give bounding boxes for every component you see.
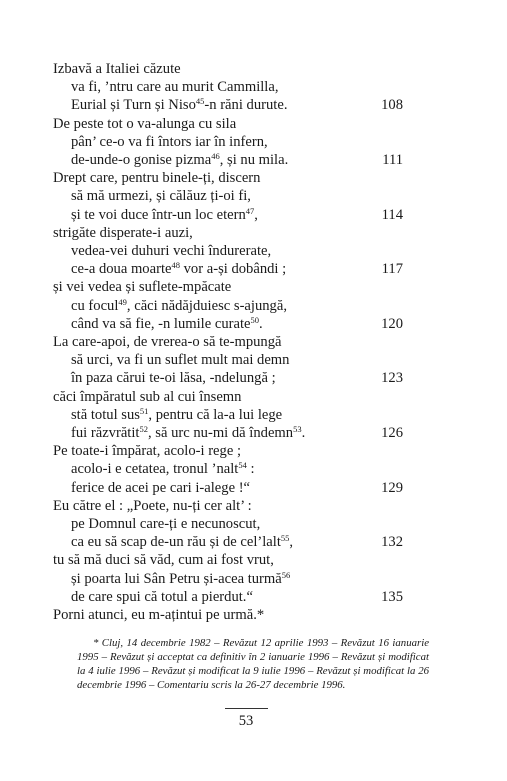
line-number: 135: [381, 588, 403, 605]
verse-line: [71, 78, 278, 96]
verse-text: La care-apoi, de vrerea-o să te-mpungă: [53, 334, 282, 350]
footnote-ref: 53: [293, 424, 302, 434]
verse-line: [53, 60, 181, 78]
verse-text: să urci, va fi un suflet mult mai demn: [71, 352, 290, 369]
footnote-ref: 46: [211, 151, 220, 161]
line-number: 111: [382, 152, 403, 168]
verse-line: [71, 406, 282, 424]
verse-line: [71, 206, 258, 224]
verse-text: .: [259, 315, 263, 332]
verse-text: pe Domnul care-ți e necunoscut,: [71, 516, 261, 532]
verse-line: [71, 369, 276, 387]
verse-text: căci împăratul sub al cui însemn: [53, 388, 242, 405]
verse-text: pân’ ce-o va fi întors iar în infern,: [71, 133, 268, 150]
page-number: 53: [238, 713, 254, 729]
footnote-ref: 48: [171, 260, 180, 271]
footnote-ref: 54: [238, 460, 247, 471]
verse-text: cu focul: [71, 297, 119, 314]
verse-line: [71, 133, 268, 151]
verse-text: , să urc nu-mi dă îndemn: [147, 425, 294, 441]
verse-text: stă totul sus: [71, 406, 140, 423]
verse-line: [53, 278, 231, 296]
verse-text: vedea-vei duhuri vechi îndurerate,: [71, 243, 272, 259]
footnote-ref: 49: [118, 296, 127, 307]
verse-text: tu să mă duci să văd, cum ai fost vrut,: [53, 552, 274, 569]
line-number: 117: [381, 261, 403, 278]
line-number: 126: [381, 425, 403, 441]
verse-text: de care spui că totul a pierdut.“: [71, 588, 253, 605]
verse-line: [53, 497, 252, 515]
verse-line: [53, 442, 241, 460]
verse-text: Izbavă a Italiei căzute: [53, 61, 181, 77]
verse-text: , și nu mila.: [219, 152, 289, 168]
verse-line: [71, 297, 287, 315]
line-number: 132: [381, 534, 403, 551]
footnote-ref: 56: [281, 569, 291, 580]
verse-text: va fi, ’ntru care au murit Cammilla,: [71, 79, 279, 96]
verse-text: -n răni durute.: [204, 97, 288, 114]
verse-text: .: [301, 425, 306, 441]
verse-line: [71, 588, 253, 606]
line-number: 114: [381, 206, 403, 223]
verse-text: Pe toate-i împărat, acolo-i rege ;: [53, 443, 242, 460]
verse-text: Porni atunci, eu m-ațintui pe urmă.*: [53, 607, 265, 623]
verse-text: ,: [254, 206, 258, 223]
verse-text: când va să fie, -n lumile curate: [71, 315, 251, 332]
verse-text: acolo-i e cetatea, tronul ’nalt: [71, 461, 239, 478]
footnote-ref: 45: [195, 96, 205, 107]
line-number: 120: [381, 315, 403, 332]
verse-line: [71, 315, 263, 333]
verse-text: de-unde-o gonise pizma: [71, 152, 212, 168]
verse-text: , pentru că la-a lui lege: [148, 406, 283, 423]
footnote-ref: 51: [139, 405, 149, 416]
verse-text: ce-a doua moarte: [71, 261, 172, 278]
verse-text: ferice de acei pe cari i-alege !“: [71, 479, 251, 496]
line-number: 108: [381, 97, 403, 114]
line-number: 123: [381, 370, 403, 387]
footnote: * Cluj, 14 decembrie 1982 – Revăzut 12 aprilie 1993 – Revăzut 16 ianuarie 1995 – Revăzut și acceptat ca definitiv în 2 ianuarie 1996 – Revăzut și modificat la 4 iulie 1996 – Revăzut și modificat la 9 iulie 1996 – Revăzut și modificat la 26 decembrie 1996 – Comentariu scris la 26-27 decembrie 1996.: [77, 637, 429, 691]
verse-line: [53, 115, 236, 133]
verse-line: [53, 224, 193, 242]
verse-line: [71, 515, 260, 533]
verse-text: strigăte disperate-i auzi,: [53, 224, 193, 241]
verse-line: [53, 551, 274, 569]
verse-text: Eu către el : „Poete, nu-ți cer alt’ :: [53, 497, 252, 514]
verse-line: [71, 96, 287, 114]
verse-text: , căci nădăjduiesc s-ajungă,: [126, 297, 287, 314]
verse-line: [53, 606, 264, 624]
footer-rule: [225, 708, 268, 709]
verse-text: și poarta lui Sân Petru și-acea turmă: [71, 570, 282, 587]
footnote-ref: 50: [250, 314, 260, 325]
verse-text: să mă urmezi, și călăuz ți-oi fi,: [71, 188, 251, 205]
verse-text: Drept care, pentru binele-ți, discern: [53, 170, 261, 187]
verse-line: [71, 187, 251, 205]
footnote-ref: 55: [280, 533, 290, 544]
verse-text: De peste tot o va-alunga cu sila: [53, 115, 237, 132]
verse-line: [71, 260, 286, 278]
verse-text: ,: [289, 534, 294, 551]
verse-text: în paza cărui te-oi lăsa, -ndelungă ;: [71, 370, 276, 387]
verse-line: [71, 424, 305, 442]
verse-line: [71, 570, 290, 588]
verse-text: fui răzvrătit: [71, 425, 140, 441]
verse-text: Eurial și Turn și Niso: [71, 97, 196, 114]
verse-text: vor a-și dobândi ;: [179, 261, 287, 278]
footnote-ref: 52: [139, 424, 148, 434]
verse-line: [71, 479, 250, 497]
verse-line: [53, 169, 260, 187]
verse-text: :: [246, 461, 255, 478]
verse-text: și te voi duce într-un loc etern: [71, 206, 246, 223]
verse-text: și vei vedea și suflete-mpăcate: [53, 279, 232, 296]
line-number: 129: [381, 479, 403, 496]
verse-line: [71, 242, 271, 260]
verse-line: [71, 151, 288, 169]
verse-line: [53, 333, 282, 351]
verse-line: [71, 533, 293, 551]
verse-line: [71, 460, 255, 478]
verse-line: [53, 388, 241, 406]
footnote-ref: 47: [245, 205, 255, 216]
verse-text: ca eu să scap de-un rău și de cel’lalt: [71, 534, 281, 551]
verse-line: [71, 351, 289, 369]
